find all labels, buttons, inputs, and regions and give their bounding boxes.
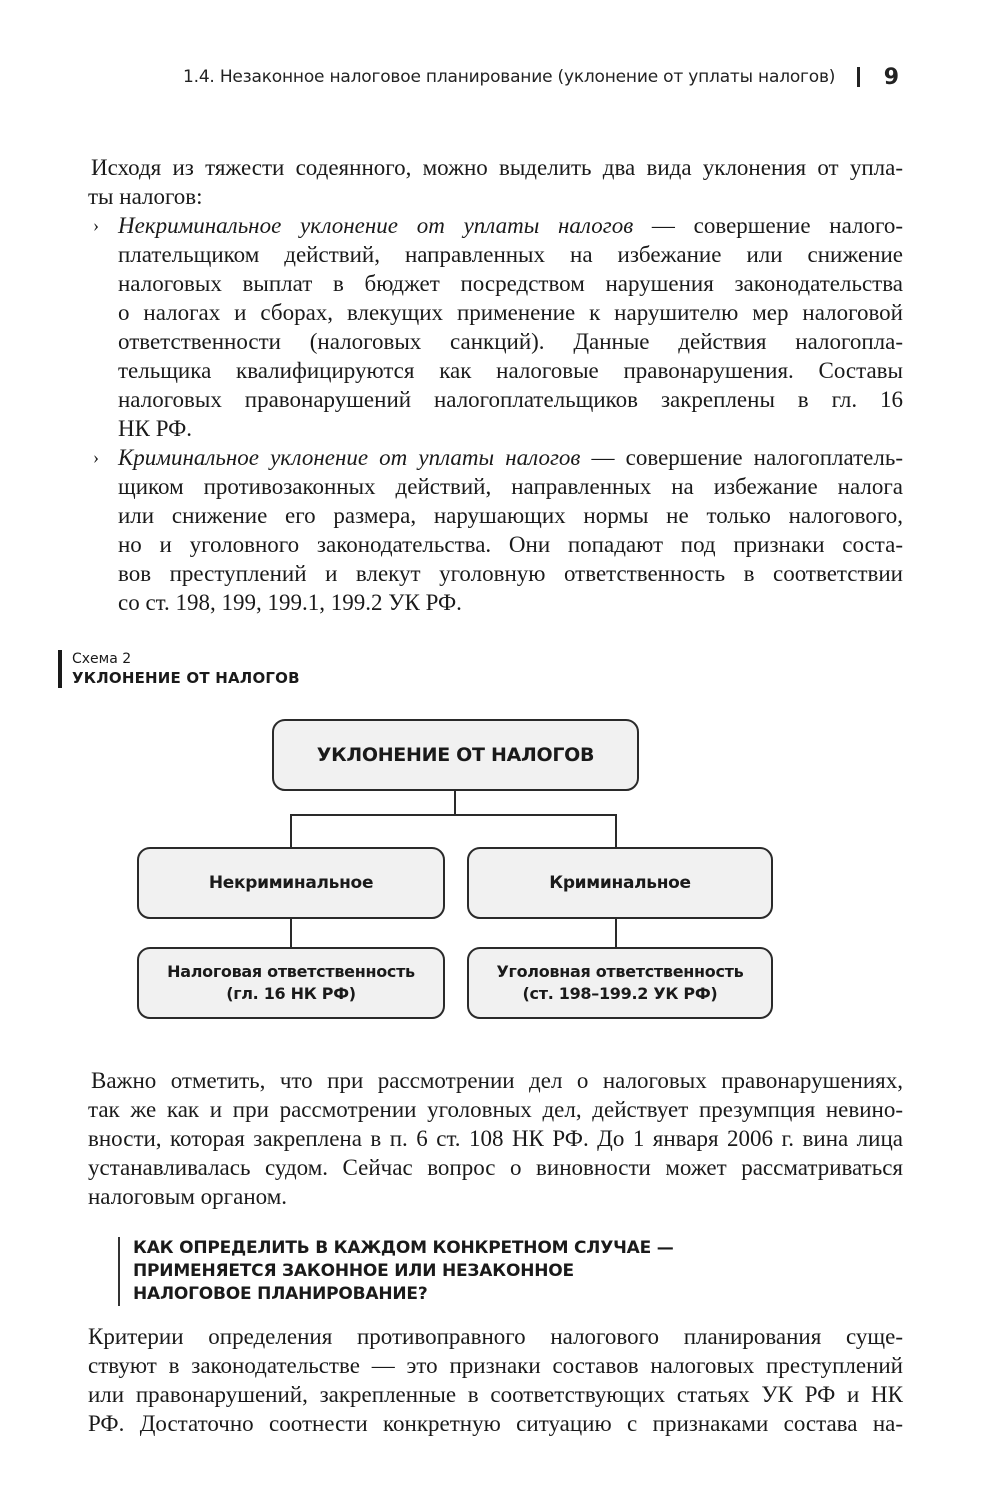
text-line: ствуют в законодательстве — это признаки составов налоговых преступлений xyxy=(88,1353,903,1378)
text-line: тельщика квалифицируются как налоговые правонарушения. Составы xyxy=(118,358,903,383)
connector-root-down xyxy=(454,791,456,815)
criteria-paragraph xyxy=(88,1322,903,1438)
text-line: Исходя из тяжести содеянного, можно выделить два вида уклонения от упла- xyxy=(91,155,903,180)
intro-section xyxy=(88,153,903,617)
connector-right-leaf xyxy=(615,919,617,947)
header-separator xyxy=(857,67,860,87)
text-line: Некриминальное уклонение от уплаты налогов — совершение налого- xyxy=(118,213,903,238)
text-line: налоговых правонарушений налогоплательщиков закреплены в гл. 16 xyxy=(118,387,903,412)
text-line: ответственности (налоговых санкций). Данные действия налогопла- xyxy=(118,329,903,354)
intro-paragraph xyxy=(88,153,903,211)
connector-horizontal xyxy=(290,814,616,816)
chapter-title: 1.4. Незаконное налоговое планирование (уклонение от уплаты налогов) xyxy=(183,67,836,87)
text-line: Критерии определения противоправного налогового планирования суще- xyxy=(88,1324,903,1349)
presumption-paragraph xyxy=(88,1066,903,1211)
term-noncriminal: Некриминальное уклонение от уплаты налогов xyxy=(118,213,634,238)
text-line: устанавливалась судом. Сейчас вопрос о виновности может рассматриваться xyxy=(88,1155,903,1180)
text-line: Важно отметить, что при рассмотрении дел о налоговых правонарушениях, xyxy=(91,1068,903,1093)
text-line: налоговых выплат в бюджет посредством нарушения законодательства xyxy=(118,271,903,296)
text-line: о налогах и сборах, влекущих применение к нарушителю мер налоговой xyxy=(118,300,903,325)
text-line: щиком противозаконных действий, направленных на избежание налога xyxy=(118,474,903,499)
node-criminal-liability: Уголовная ответственность (ст. 198–199.2 УК РФ) xyxy=(467,947,773,1019)
text-line: плательщиком действий, направленных на избежание или снижение xyxy=(118,242,903,267)
text-line: со ст. 198, 199, 199.1, 199.2 УК РФ. xyxy=(118,590,462,615)
text-line: ты налогов: xyxy=(88,184,203,209)
node-tax-liability: Налоговая ответственность (гл. 16 НК РФ) xyxy=(137,947,445,1019)
node-noncriminal: Некриминальное xyxy=(137,847,445,919)
text-line: РФ. Достаточно соотнести конкретную ситуацию с признаками состава на- xyxy=(88,1411,903,1436)
evasion-types-list xyxy=(88,211,903,617)
scheme-title: УКЛОНЕНИЕ ОТ НАЛОГОВ xyxy=(72,669,300,687)
chevron-right-icon: › xyxy=(93,215,99,235)
scheme-number: Схема 2 xyxy=(72,651,132,667)
text-line: но и уголовного законодательства. Они попадают под признаки соста- xyxy=(118,532,903,557)
running-header xyxy=(183,62,903,92)
text-line: НК РФ. xyxy=(118,416,193,441)
text-line: вности, которая закреплена в п. 6 ст. 108 НК РФ. До 1 января 2006 г. вина лица xyxy=(88,1126,903,1151)
connector-left-down xyxy=(290,814,292,848)
connector-right-down xyxy=(615,814,617,848)
chevron-right-icon: › xyxy=(93,447,99,467)
text-line: или правонарушений, закрепленные в соответствующих статьях УК РФ и НК xyxy=(88,1382,903,1407)
text-line: налоговым органом. xyxy=(88,1184,287,1209)
list-item-criminal xyxy=(88,443,903,617)
text-line: или снижение его размера, нарушающих нормы не только налогового, xyxy=(118,503,903,528)
text-line: вов преступлений и влекут уголовную ответственность в соответствии xyxy=(118,561,903,586)
node-criminal: Криминальное xyxy=(467,847,773,919)
text-line: Криминальное уклонение от уплаты налогов — совершение налогоплатель- xyxy=(118,445,903,470)
question-heading: КАК ОПРЕДЕЛИТЬ В КАЖДОМ КОНКРЕТНОМ СЛУЧАЕ — ПРИМЕНЯЕТСЯ ЗАКОННОЕ ИЛИ НЕЗАКОННОЕ НАЛОГОВОЕ ПЛАНИРОВАНИЕ? xyxy=(118,1237,674,1306)
tax-evasion-diagram xyxy=(130,715,780,1025)
scheme-caption xyxy=(58,650,300,688)
text-line: так же как и при рассмотрении уголовных дел, действует презумпция невино- xyxy=(88,1097,903,1122)
term-criminal: Криминальное уклонение от уплаты налогов xyxy=(118,445,581,470)
page-number: 9 xyxy=(883,64,899,90)
node-tax-evasion: УКЛОНЕНИЕ ОТ НАЛОГОВ xyxy=(272,719,639,791)
connector-left-leaf xyxy=(290,919,292,947)
list-item-noncriminal xyxy=(88,211,903,443)
